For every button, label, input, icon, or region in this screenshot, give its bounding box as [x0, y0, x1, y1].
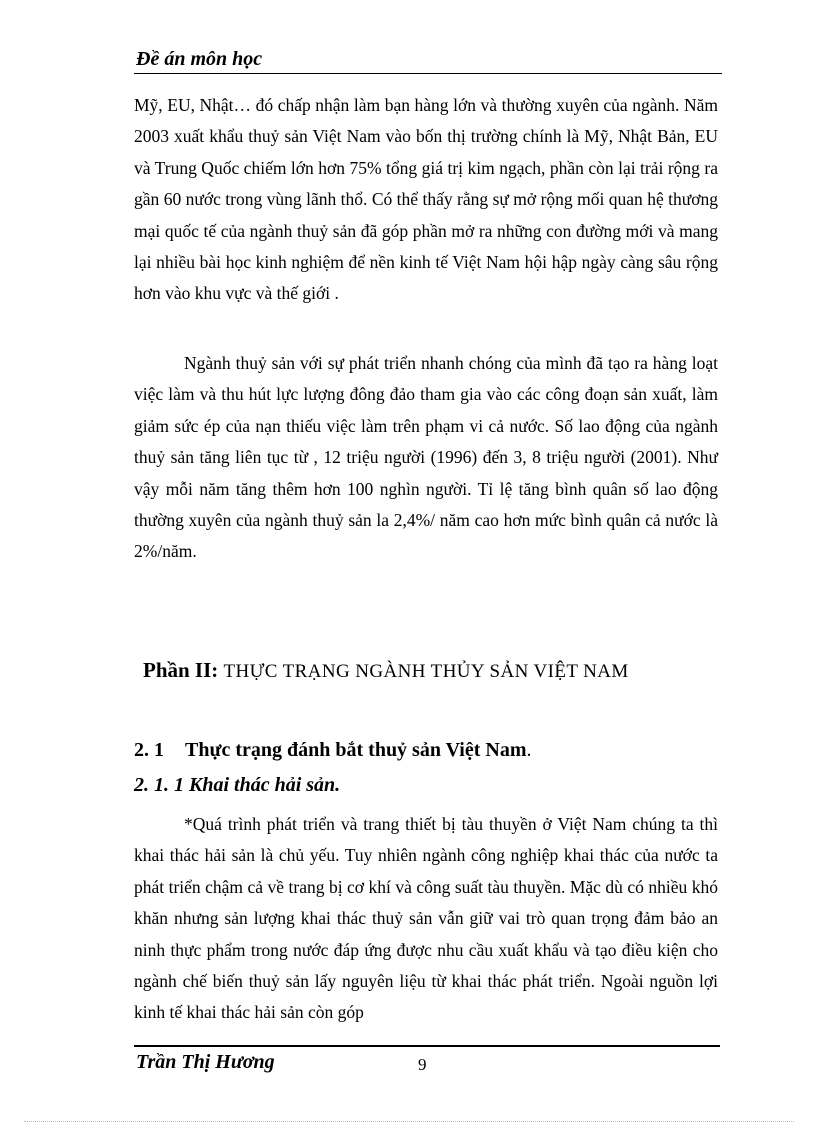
footer-author: Trần Thị Hương	[136, 1051, 275, 1073]
section-heading	[134, 739, 532, 762]
part-heading-title: THỰC TRẠNG NGÀNH THỦY SẢN VIỆT NAM	[223, 661, 629, 682]
body-paragraph-2: Ngành thuỷ sản với sự phát triển nhanh chóng của mình đã tạo ra hàng loạt việc làm và thu hút lực lượng đông đảo tham gia vào các công đoạn sản xuất, làm giảm sức ép của nạn thiếu việc làm trên phạm vi cả nước. Số lao động của ngành thuỷ sản tăng liên tục từ , 12 triệu người (1996) đến 3, 8 triệu người (2001). Như vậy mỗi năm tăng thêm hơn 100 nghìn người. Tỉ lệ tăng bình quân số lao động thường xuyên của ngành thuỷ sản la 2,4%/ năm cao hơn mức bình quân cả nước là 2%/năm.	[134, 353, 718, 562]
body-paragraph-1: Mỹ, EU, Nhật… đó chấp nhận làm bạn hàng lớn và thường xuyên của ngành. Năm 2003 xuất khẩu thuỷ sản Việt Nam vào bốn thị trường chính là Mỹ, Nhật Bản, EU và Trung Quốc chiếm lớn hơn 75% tổng giá trị kim ngạch, phần còn lại trải rộng ra gần 60 nước trong vùng lãnh thổ. Có thể thấy rằng sự mở rộng mối quan hệ thương mại quốc tế của ngành thuỷ sản đã góp phần mở ra những con đường mới và mang lại nhiều bài học kinh nghiệm để nền kinh tế Việt Nam hội hập ngày càng sâu rộng hơn vào khu vực và thế giới .	[134, 95, 718, 304]
part-heading-prefix: Phần II:	[143, 658, 219, 682]
section-trailing: .	[526, 739, 532, 761]
header-divider	[134, 73, 722, 74]
page-number: 9	[418, 1055, 427, 1074]
section-title: Thực trạng đánh bắt thuỷ sản Việt Nam	[185, 739, 527, 761]
header-title: Đề án môn học	[136, 48, 263, 70]
section-paragraph: *Quá trình phát triển và trang thiết bị tàu thuyền ở Việt Nam chúng ta thì khai thác hải sản là chủ yếu. Tuy nhiên ngành công nghiệp khai thác của nước ta phát triển chậm cả về trang bị cơ khí và công suất tàu thuyền. Mặc dù có nhiều khó khăn nhưng sản lượng khai thác thuỷ sản vẫn giữ vai trò quan trọng đảm bảo an ninh thực phẩm trong nước đáp ứng được nhu cầu xuất khẩu và tạo điều kiện cho ngành chế biến thuỷ sản lấy nguyên liệu từ khai thác phát triển. Ngoài nguồn lợi kinh tế khai thác hải sản còn góp	[134, 814, 718, 1023]
part-heading	[143, 658, 629, 683]
subsection-heading: 2. 1. 1 Khai thác hải sản.	[134, 774, 341, 796]
section-number: 2. 1	[134, 739, 164, 761]
footer-divider	[134, 1045, 720, 1047]
page-edge-divider	[24, 1121, 794, 1122]
